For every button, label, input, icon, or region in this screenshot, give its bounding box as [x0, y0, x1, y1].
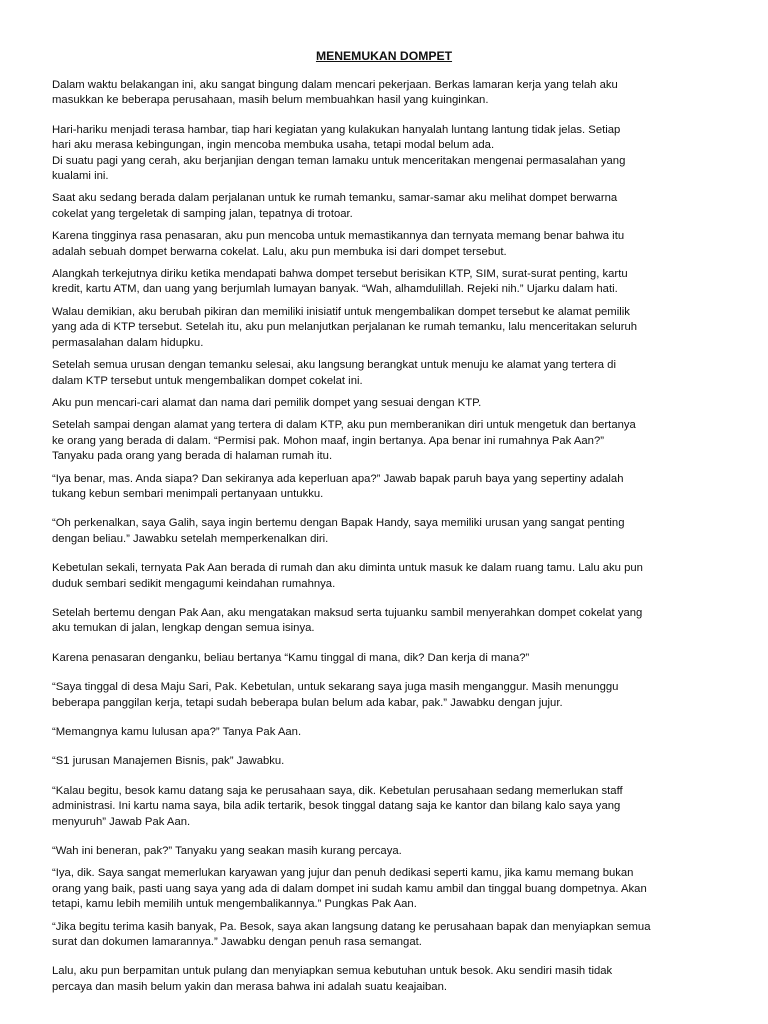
- paragraph-line: Lalu, aku pun berpamitan untuk pulang dan menyiapkan semua kebutuhan untuk besok. Aku sendiri masih tidak: [52, 965, 613, 978]
- paragraph: [52, 680, 716, 711]
- paragraph: [52, 472, 716, 503]
- paragraph-line: “Iya benar, mas. Anda siapa? Dan sekiranya ada keperluan apa?” Jawab bapak paruh baya yang sepertiny adalah: [52, 472, 624, 485]
- paragraph: [52, 516, 716, 547]
- paragraph: [52, 844, 716, 859]
- paragraph: [52, 229, 716, 260]
- paragraph-line: surat dan dokumen lamarannya.” Jawabku dengan penuh rasa semangat.: [52, 936, 422, 949]
- paragraph: [52, 358, 716, 389]
- paragraph: [52, 305, 716, 351]
- paragraph-line: dalam KTP tersebut untuk mengembalikan dompet cokelat ini.: [52, 374, 363, 387]
- paragraph-line: Walau demikian, aku berubah pikiran dan memiliki inisiatif untuk mengembalikan dompet tersebut ke alamat pemilik: [52, 305, 630, 318]
- paragraph-line: Hari-hariku menjadi terasa hambar, tiap hari kegiatan yang kulakukan hanyalah luntang lantung tidak jelas. Setiap: [52, 123, 621, 136]
- paragraph-line: tetapi, kamu lebih memilih untuk mengembalikannya.” Pungkas Pak Aan.: [52, 898, 417, 911]
- paragraph-line: “Iya, dik. Saya sangat memerlukan karyawan yang jujur dan penuh dedikasi seperti kamu, jika kamu memang bukan: [52, 867, 634, 880]
- paragraph-line: Karena tingginya rasa penasaran, aku pun mencoba untuk memastikannya dan ternyata memang benar bahwa itu: [52, 230, 625, 243]
- paragraph-line: “Saya tinggal di desa Maju Sari, Pak. Kebetulan, untuk sekarang saya juga masih menganggur. Masih menunggu: [52, 681, 619, 694]
- paragraph-line: “Wah ini beneran, pak?” Tanyaku yang seakan masih kurang percaya.: [52, 845, 402, 858]
- paragraph-line: Di suatu pagi yang cerah, aku berjanjian dengan teman lamaku untuk menceritakan mengenai permasalahan yang: [52, 154, 626, 167]
- paragraph: [52, 866, 716, 912]
- paragraph-line: kredit, kartu ATM, dan uang yang berjumlah lumayan banyak. “Wah, alhamdulillah. Rejeki nih.” Ujarku dalam hati.: [52, 283, 618, 296]
- paragraph-line: Setelah semua urusan dengan temanku selesai, aku langsung berangkat untuk menuju ke alamat yang tertera di: [52, 359, 616, 372]
- paragraph-line: masukkan ke beberapa perusahaan, masih belum membuahkan hasil yang kuinginkan.: [52, 94, 489, 107]
- paragraph: [52, 267, 716, 298]
- paragraph-line: dengan beliau.” Jawabku setelah memperkenalkan diri.: [52, 532, 329, 545]
- paragraph: [52, 78, 716, 109]
- paragraph-line: Aku pun mencari-cari alamat dan nama dari pemilik dompet yang sesuai dengan KTP.: [52, 396, 482, 409]
- paragraph-line: Karena penasaran denganku, beliau bertanya “Kamu tinggal di mana, dik? Dan kerja di mana?”: [52, 651, 530, 664]
- paragraph-line: kualami ini.: [52, 170, 109, 183]
- paragraph-line: “Memangnya kamu lulusan apa?” Tanya Pak Aan.: [52, 726, 302, 738]
- paragraph: [52, 418, 716, 464]
- paragraph-line: yang ada di KTP tersebut. Setelah itu, aku pun melanjutkan perjalanan ke rumah temanku, lalu menceritakan seluruh: [52, 321, 638, 334]
- paragraph: [52, 920, 716, 951]
- paragraph-line: Kebetulan sekali, ternyata Pak Aan berada di rumah dan aku diminta untuk masuk ke dalam ruang tamu. Lalu aku pun: [52, 562, 643, 575]
- paragraph-line: permasalahan dalam hidupku.: [52, 336, 204, 349]
- paragraph: [52, 651, 716, 666]
- paragraph-line: cokelat yang tergeletak di samping jalan, tepatnya di trotoar.: [52, 207, 353, 220]
- paragraph: [52, 725, 716, 740]
- paragraph-line: menyuruh” Jawab Pak Aan.: [52, 815, 191, 828]
- paragraph-line: “S1 jurusan Manajemen Bisnis, pak” Jawabku.: [52, 755, 285, 768]
- paragraph-line: “Oh perkenalkan, saya Galih, saya ingin bertemu dengan Bapak Handy, saya memiliki urusan yang sangat penting: [52, 517, 625, 530]
- paragraph-line: Tanyaku pada orang yang berada di halaman rumah itu.: [52, 450, 333, 463]
- paragraph: [52, 784, 716, 830]
- paragraph-line: percaya dan masih belum yakin dan merasa bahwa ini adalah suatu keajaiban.: [52, 980, 448, 993]
- paragraph-line: Setelah bertemu dengan Pak Aan, aku mengatakan maksud serta tujuanku sambil menyerahkan dompet cokelat yang: [52, 606, 643, 619]
- paragraph-line: “Kalau begitu, besok kamu datang saja ke perusahaan saya, dik. Kebetulan perusahaan sedang memerlukan staff: [52, 784, 623, 797]
- paragraph-line: duduk sembari sedikit mengagumi keindahan rumahnya.: [52, 577, 336, 590]
- paragraph: [52, 754, 716, 769]
- paragraph-line: ke orang yang berada di dalam. “Permisi pak. Mohon maaf, ingin bertanya. Apa benar ini rumahnya Pak Aan?”: [52, 434, 604, 447]
- paragraph: [52, 396, 716, 411]
- paragraph-line: Alangkah terkejutnya diriku ketika mendapati bahwa dompet tersebut berisikan KTP, SIM, surat-surat penting, kartu: [52, 268, 628, 281]
- paragraph-line: orang yang baik, pasti uang saya yang ada di dalam dompet ini sudah kamu ambil dan tinggal buang dompetnya. Akan: [52, 882, 647, 895]
- paragraph-line: tukang kebun sembari menimpali pertanyaan untukku.: [52, 487, 324, 500]
- paragraph: [52, 561, 716, 592]
- paragraph-line: adalah sebuah dompet berwarna cokelat. Lalu, aku pun membuka isi dari dompet tersebut.: [52, 245, 507, 258]
- paragraph: [52, 123, 716, 185]
- document-title: MENEMUKAN DOMPET: [315, 49, 453, 63]
- paragraph-line: hari aku merasa kebingungan, ingin mencoba membuka usaha, tetapi modal belum ada.: [52, 139, 495, 152]
- paragraph-line: Dalam waktu belakangan ini, aku sangat bingung dalam mencari pekerjaan. Berkas lamaran kerja yang telah aku: [52, 79, 618, 91]
- paragraph-line: administrasi. Ini kartu nama saya, bila adik tertarik, besok tinggal datang saja ke kantor dan bilang kalo saya yang: [52, 800, 621, 813]
- paragraph: [52, 191, 716, 222]
- paragraph: [52, 964, 716, 995]
- paragraph-line: aku temukan di jalan, lengkap dengan semua isinya.: [52, 622, 315, 635]
- paragraph-line: beberapa panggilan kerja, tetapi sudah beberapa bulan belum ada kabar, pak.” Jawabku dengan jujur.: [52, 696, 563, 709]
- paragraph: [52, 606, 716, 637]
- paragraph-line: Setelah sampai dengan alamat yang tertera di dalam KTP, aku pun memberanikan diri untuk mengetuk dan bertanya: [52, 419, 636, 432]
- paragraph-line: “Jika begitu terima kasih banyak, Pa. Besok, saya akan langsung datang ke perusahaan bapak dan menyiapkan semua: [52, 920, 651, 933]
- paragraph-line: Saat aku sedang berada dalam perjalanan untuk ke rumah temanku, samar-samar aku melihat dompet berwarna: [52, 192, 618, 205]
